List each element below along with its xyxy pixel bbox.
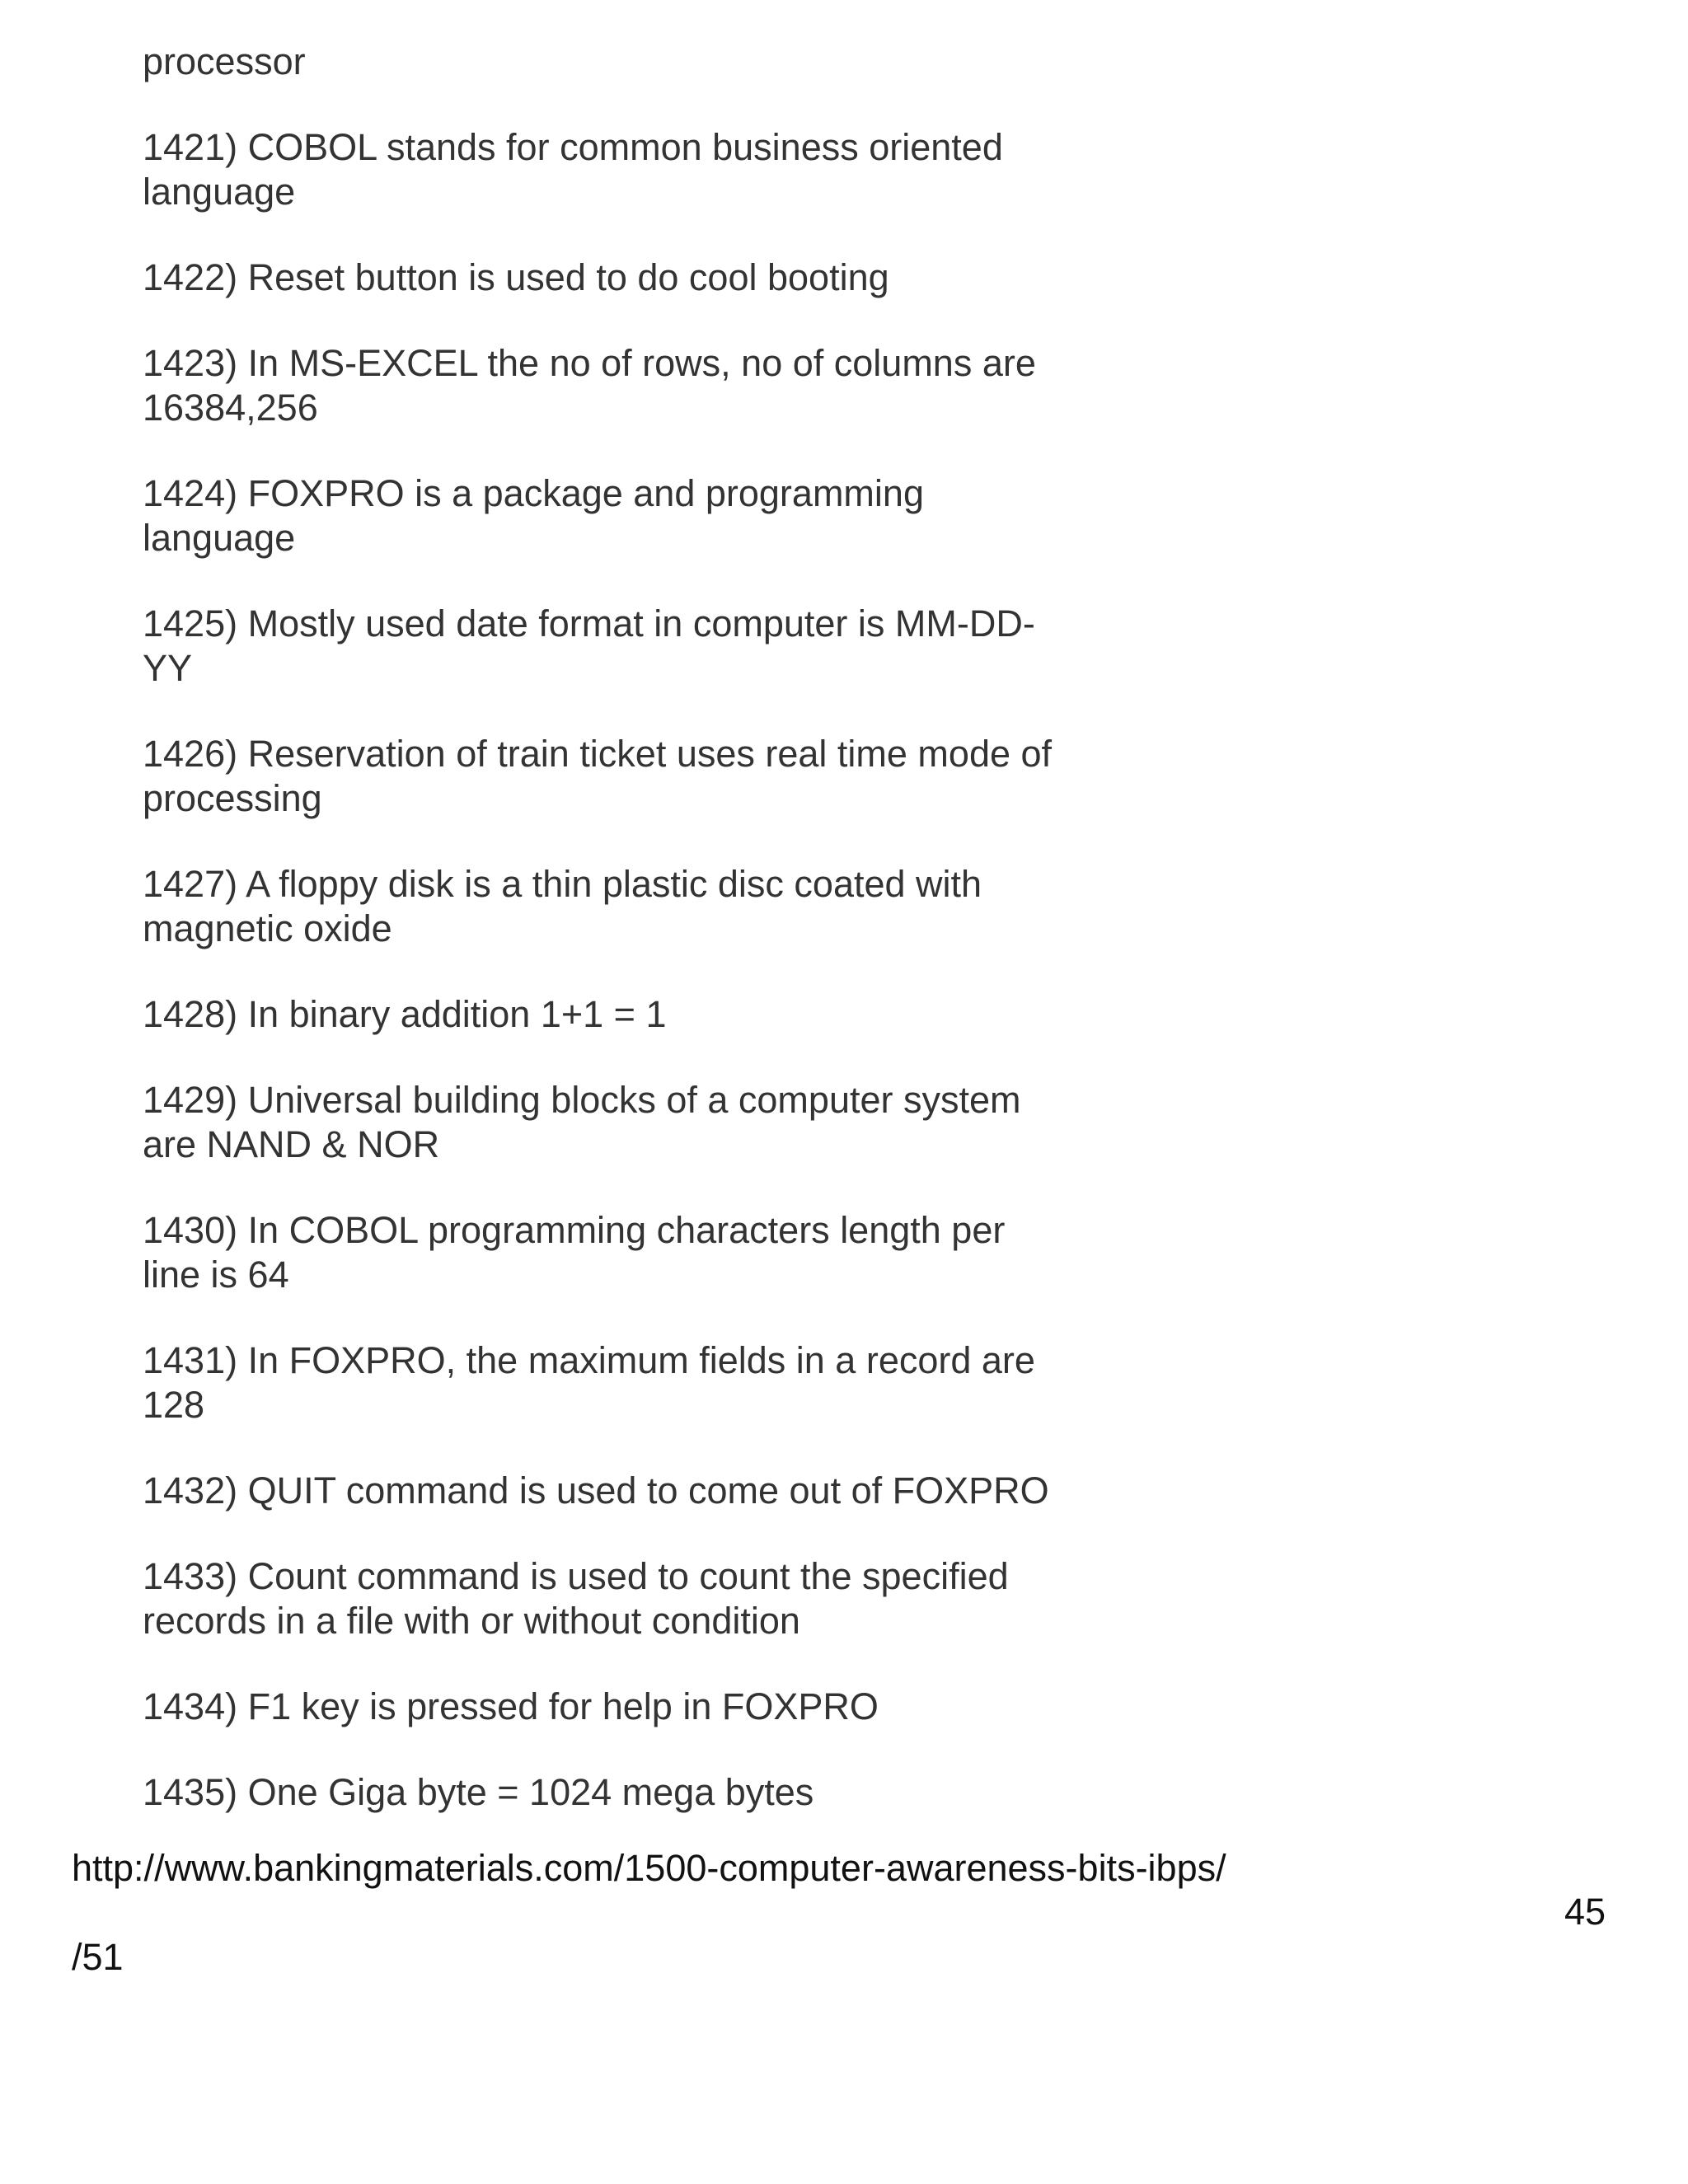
item-line: are NAND & NOR: [143, 1123, 440, 1165]
document-body: [143, 40, 1099, 1815]
item-line: 1422) Reset button is used to do cool booting: [143, 256, 889, 298]
list-item: [143, 1469, 1099, 1513]
item-line: 1427) A floppy disk is a thin plastic disc coated with: [143, 863, 982, 905]
item-line: 1426) Reservation of train ticket uses real time mode of: [143, 733, 1053, 775]
item-line: 1425) Mostly used date format in computer is MM-DD-: [143, 602, 1035, 644]
item-line: 1433) Count command is used to count the specified: [143, 1555, 1009, 1597]
item-line: YY: [143, 647, 193, 689]
item-line: 1432) QUIT command is used to come out of FOXPRO: [143, 1469, 1049, 1511]
item-line: 1431) In FOXPRO, the maximum fields in a record are: [143, 1339, 1035, 1381]
footer-url: http://www.bankingmaterials.com/1500-computer-awareness-bits-ibps/: [72, 1847, 1226, 1889]
item-line: 1423) In MS-EXCEL the no of rows, no of columns are: [143, 342, 1036, 384]
list-item: [143, 1208, 1099, 1297]
item-line: 1429) Universal building blocks of a computer system: [143, 1079, 1021, 1121]
list-item: [143, 1078, 1099, 1167]
item-line: magnetic oxide: [143, 907, 392, 949]
list-item: [143, 1770, 1099, 1815]
item-line: records in a file with or without condition: [143, 1600, 800, 1642]
list-item: [143, 1554, 1099, 1643]
page-total: /51: [72, 1936, 124, 1978]
item-line: language: [143, 171, 296, 213]
list-item: [143, 992, 1099, 1037]
list-item: [143, 862, 1099, 951]
list-item: [143, 255, 1099, 300]
item-line: 1435) One Giga byte = 1024 mega bytes: [143, 1771, 814, 1813]
item-line: language: [143, 517, 296, 559]
list-item: [143, 471, 1099, 560]
list-item: [143, 732, 1099, 821]
continuation-text: processor: [143, 40, 306, 82]
page-number: 45: [1564, 1891, 1606, 1933]
item-line: 1424) FOXPRO is a package and programming: [143, 472, 924, 514]
item-line: 1428) In binary addition 1+1 = 1: [143, 993, 667, 1035]
list-item: [143, 1338, 1099, 1427]
list-item: [143, 1685, 1099, 1729]
item-line: processing: [143, 777, 322, 819]
list-item: [143, 125, 1099, 214]
item-line: line is 64: [143, 1254, 289, 1296]
item-line: 128: [143, 1384, 205, 1426]
item-line: 1421) COBOL stands for common business oriented: [143, 126, 1003, 168]
item-line: 16384,256: [143, 387, 318, 429]
list-item: [143, 602, 1099, 691]
item-line: 1434) F1 key is pressed for help in FOXPRO: [143, 1685, 879, 1727]
list-item: [143, 341, 1099, 430]
item-line: 1430) In COBOL programming characters length per: [143, 1209, 1006, 1251]
